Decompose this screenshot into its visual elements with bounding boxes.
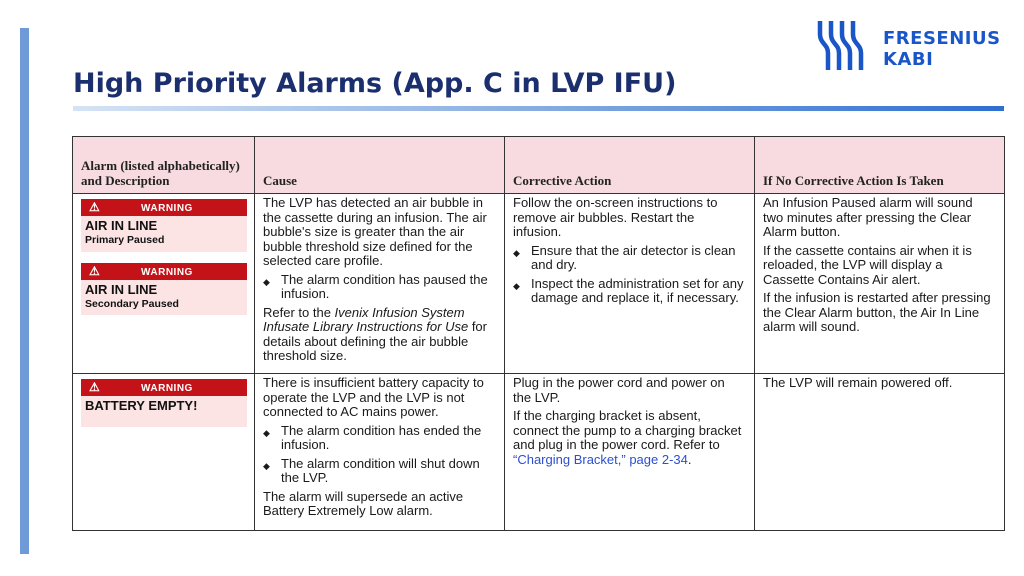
alarm-subtitle: Secondary Paused <box>85 297 179 310</box>
action-text: Plug in the power cord and power on the LVP. <box>513 375 725 405</box>
table-header-row <box>73 137 1005 194</box>
table-row-battery-empty <box>73 374 1005 531</box>
document-title: Ivenix Infusion System Infusate Library Instructions for Use <box>263 304 469 334</box>
diamond-bullet-icon: ◆ <box>263 427 270 438</box>
cause-cell <box>255 194 505 374</box>
bullet-item: ◆ The alarm condition has ended the infusion. <box>263 422 482 452</box>
action-cell <box>505 194 755 374</box>
no-action-text: The LVP will remain powered off. <box>763 375 953 390</box>
action-text: Follow the on-screen instructions to remove air bubbles. Restart the infusion. <box>513 195 718 239</box>
warning-label-primary <box>81 199 247 252</box>
bullet-item: ◆ Ensure that the air detector is clean and dry. <box>513 242 736 272</box>
diamond-bullet-icon: ◆ <box>513 247 520 258</box>
alarm-name: BATTERY EMPTY! <box>85 398 198 413</box>
diamond-bullet-icon: ◆ <box>513 280 520 291</box>
logo-text <box>883 28 1001 70</box>
header-alarm: Alarm (listed alphabetically) and Description <box>73 137 255 194</box>
warning-text: WARNING <box>141 203 193 214</box>
alarms-table <box>72 136 1005 531</box>
warning-label-battery <box>81 379 247 427</box>
left-accent-bar <box>20 28 29 554</box>
charging-bracket-link[interactable]: “Charging Bracket,” page 2-34 <box>513 451 688 467</box>
cause-text: The LVP has detected an air bubble in the cassette during an infusion. The air bubble's size is greater than the air bubble threshold size defined for the selected care profile. <box>263 195 487 268</box>
alarm-subtitle: Primary Paused <box>85 234 165 246</box>
warning-label-secondary <box>81 263 247 316</box>
bullet-item: ◆ The alarm condition has paused the infusion. <box>263 271 488 301</box>
alarm-cell <box>73 194 255 374</box>
cause-cell <box>255 374 505 531</box>
no-action-cell <box>755 374 1005 531</box>
alarm-name: AIR IN LINE <box>85 218 158 233</box>
no-action-text: If the infusion is restarted after pressing the Clear Alarm button, the Air In Line alarm will sound. <box>763 290 991 334</box>
warning-text: WARNING <box>141 266 193 278</box>
logo-line-1: FRESENIUS <box>883 28 1001 49</box>
cause-text: The alarm will supersede an active Battery Extremely Low alarm. <box>263 488 464 518</box>
action-cell <box>505 374 755 531</box>
bullet-item: ◆ Inspect the administration set for any damage and replace it, if necessary. <box>513 275 744 305</box>
warning-triangle-icon: ⚠ <box>89 200 100 214</box>
header-cause: Cause <box>255 137 505 194</box>
header-corrective-action: Corrective Action <box>505 137 755 194</box>
warning-triangle-icon: ⚠ <box>89 380 100 394</box>
no-action-cell <box>755 194 1005 374</box>
alarm-name: AIR IN LINE <box>85 281 158 297</box>
cause-reference-text: Refer to the Ivenix Infusion System Infusate Library Instructions for Use for details about defining the air bubble threshold size. <box>263 304 487 363</box>
no-action-text: If the cassette contains air when it is reloaded, the LVP will display a Cassette Contains Air alert. <box>763 242 972 287</box>
title-underline <box>73 106 1004 111</box>
diamond-bullet-icon: ◆ <box>263 276 270 287</box>
warning-triangle-icon: ⚠ <box>89 263 100 278</box>
action-reference-text: If the charging bracket is absent, connect the pump to a charging bracket and plug in the power cord. Refer to “Charging Bracket,” page 2-34. <box>513 408 742 467</box>
bullet-item: ◆ The alarm condition will shut down the LVP. <box>263 455 480 485</box>
logo-line-2: KABI <box>883 49 934 70</box>
table-row-air-in-line <box>73 194 1005 374</box>
alarm-cell <box>73 374 255 531</box>
no-action-text: An Infusion Paused alarm will sound two minutes after pressing the Clear Alarm button. <box>763 195 973 239</box>
slide-title: High Priority Alarms (App. C in LVP IFU) <box>73 68 677 99</box>
warning-text: WARNING <box>141 383 193 394</box>
cause-text: There is insufficient battery capacity to operate the LVP and the LVP is not connected to AC mains power. <box>263 375 484 419</box>
header-no-action: If No Corrective Action Is Taken <box>755 137 1005 194</box>
diamond-bullet-icon: ◆ <box>263 460 270 471</box>
